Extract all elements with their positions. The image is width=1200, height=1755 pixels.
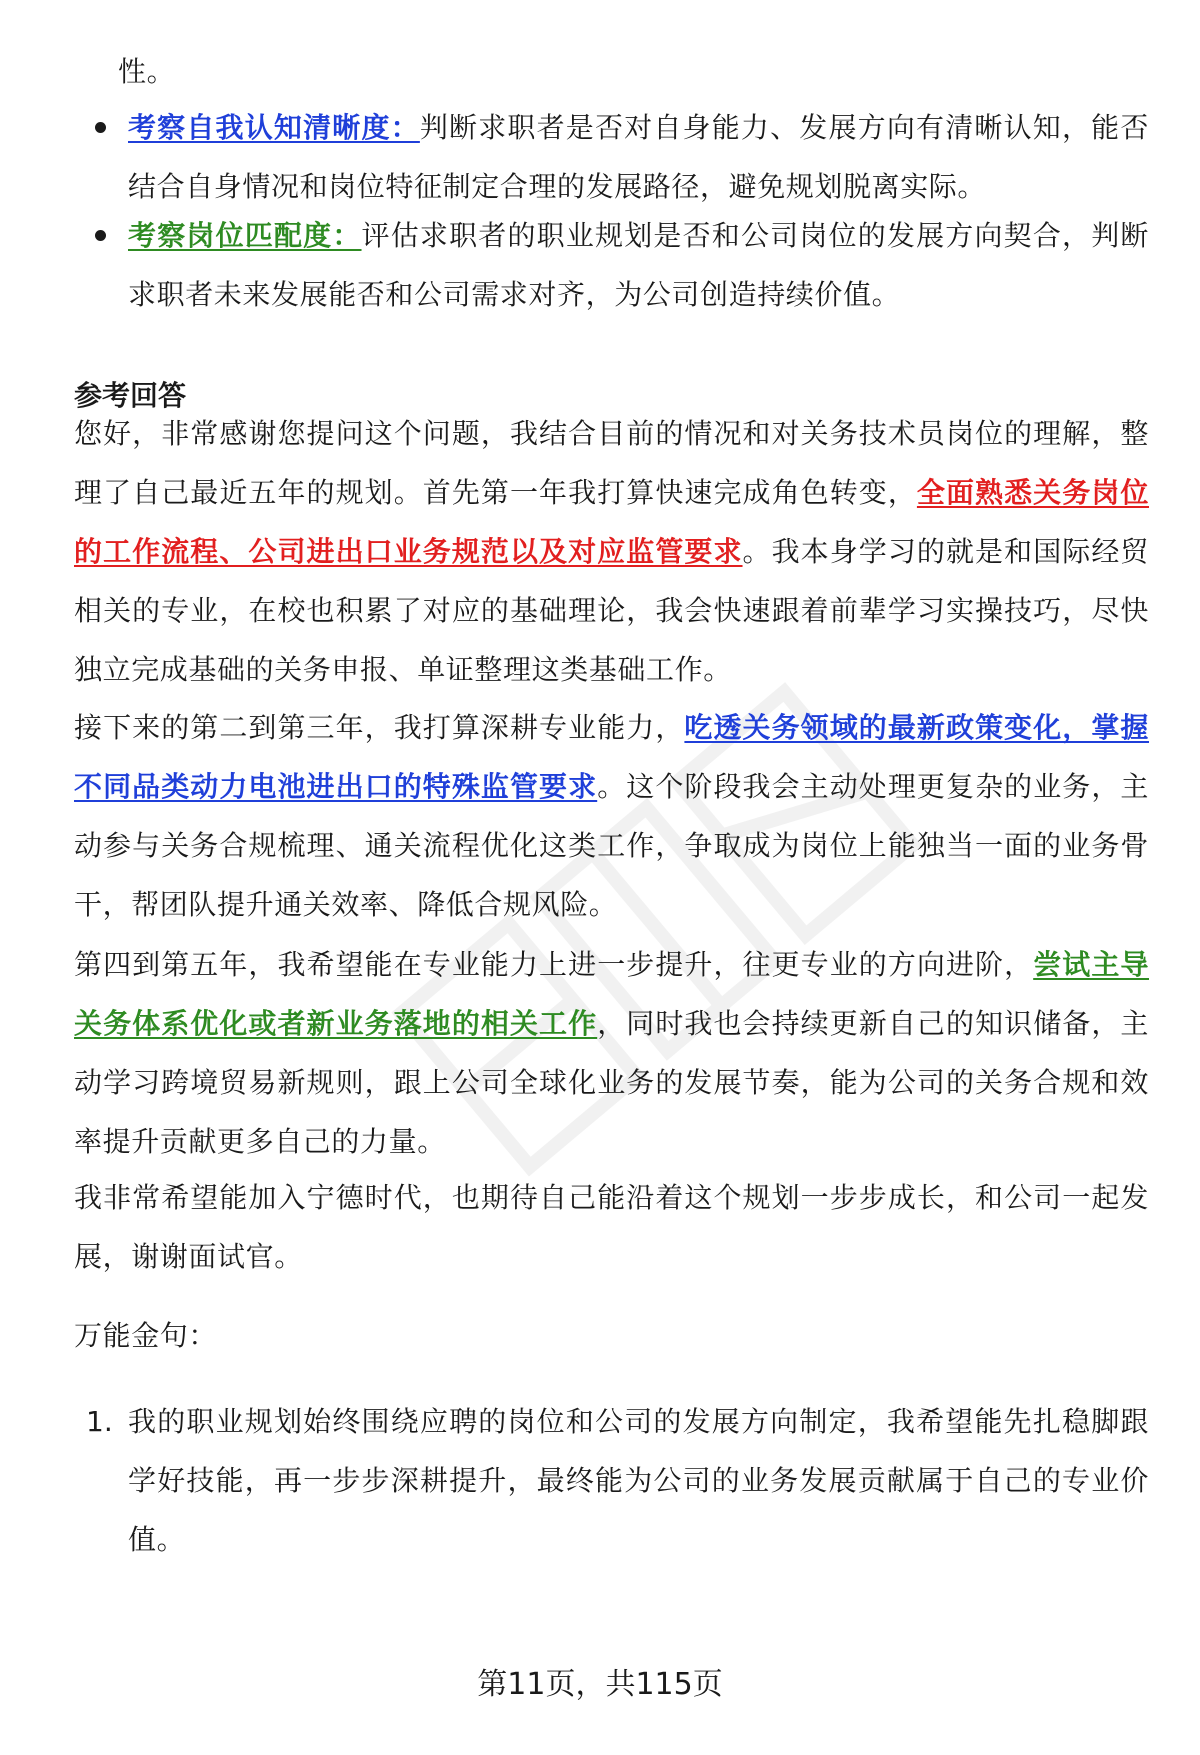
answer-highlight: 吃透关务领域的最新政策变化，掌握不同品类动力电池进出口的特殊监管要求 [74, 711, 1150, 803]
criteria-description: 判断求职者是否对自身能力、发展方向有清晰认知，能否结合自身情况和岗位特征制定合理的发展路径，避免规划脱离实际。 [128, 111, 1149, 203]
answer-paragraph-3 [74, 935, 1149, 1171]
list-item [95, 98, 1149, 216]
answer-text: 。我本身学习的就是和国际经贸相关的专业，在校也积累了对应的基础理论，我会快速跟着前辈学习实操技巧，尽快独立完成基础的关务申报、单证整理这类基础工作。 [74, 535, 1149, 686]
list-item [95, 206, 1149, 324]
criteria-description: 评估求职者的职业规划是否和公司岗位的发展方向契合，判断求职者未来发展能否和公司需求对齐，为公司创造持续价值。 [128, 219, 1150, 311]
answer-text: 接下来的第二到第三年，我打算深耕专业能力， [74, 711, 685, 744]
answer-text: 您好，非常感谢您提问这个问题，我结合目前的情况和对关务技术员岗位的理解，整理了自己最近五年的规划。首先第一年我打算快速完成角色转变， [74, 417, 1149, 509]
bullet-icon [95, 122, 106, 133]
answer-text: ，同时我也会持续更新自己的知识储备，主动学习跨境贸易新规则，跟上公司全球化业务的发展节奏，能为公司的关务合规和效率提升贡献更多自己的力量。 [74, 1007, 1149, 1158]
criteria-label: 考察自我认知清晰度： [128, 111, 420, 144]
list-item-text [128, 206, 1149, 324]
answer-highlight: 全面熟悉关务岗位的工作流程、公司进出口业务规范以及对应监管要求 [74, 476, 1149, 568]
intro-tail: 性。 [118, 55, 176, 88]
list-item-text: 我的职业规划始终围绕应聘的岗位和公司的发展方向制定，我希望能先扎稳脚跟学好技能，再一步步深耕提升，最终能为公司的业务发展贡献属于自己的专业价值。 [128, 1405, 1149, 1556]
golden-title: 万能金句： [74, 1319, 218, 1352]
answer-highlight: 尝试主导关务体系优化或者新业务落地的相关工作 [74, 948, 1149, 1040]
answer-paragraph-2 [74, 698, 1149, 934]
answer-text: 第四到第五年，我希望能在专业能力上进一步提升，往更专业的方向进阶， [74, 948, 1034, 981]
answer-text: 。这个阶段我会主动处理更复杂的业务，主动参与关务合规梳理、通关流程优化这类工作，争取成为岗位上能独当一面的业务骨干，帮团队提升通关效率、降低合规风险。 [74, 770, 1149, 921]
list-item [86, 1392, 1149, 1569]
list-item-text [128, 98, 1149, 216]
criteria-label: 考察岗位匹配度： [128, 219, 362, 252]
list-number: 1. [86, 1405, 113, 1438]
answer-paragraph-1 [74, 404, 1149, 699]
bullet-icon [95, 230, 106, 241]
section-title: 参考回答 [74, 379, 187, 412]
answer-paragraph-4: 我非常希望能加入宁德时代，也期待自己能沿着这个规划一步步成长，和公司一起发展，谢谢面试官。 [74, 1181, 1149, 1273]
page-number: 第11页，共115页 [477, 1667, 723, 1702]
